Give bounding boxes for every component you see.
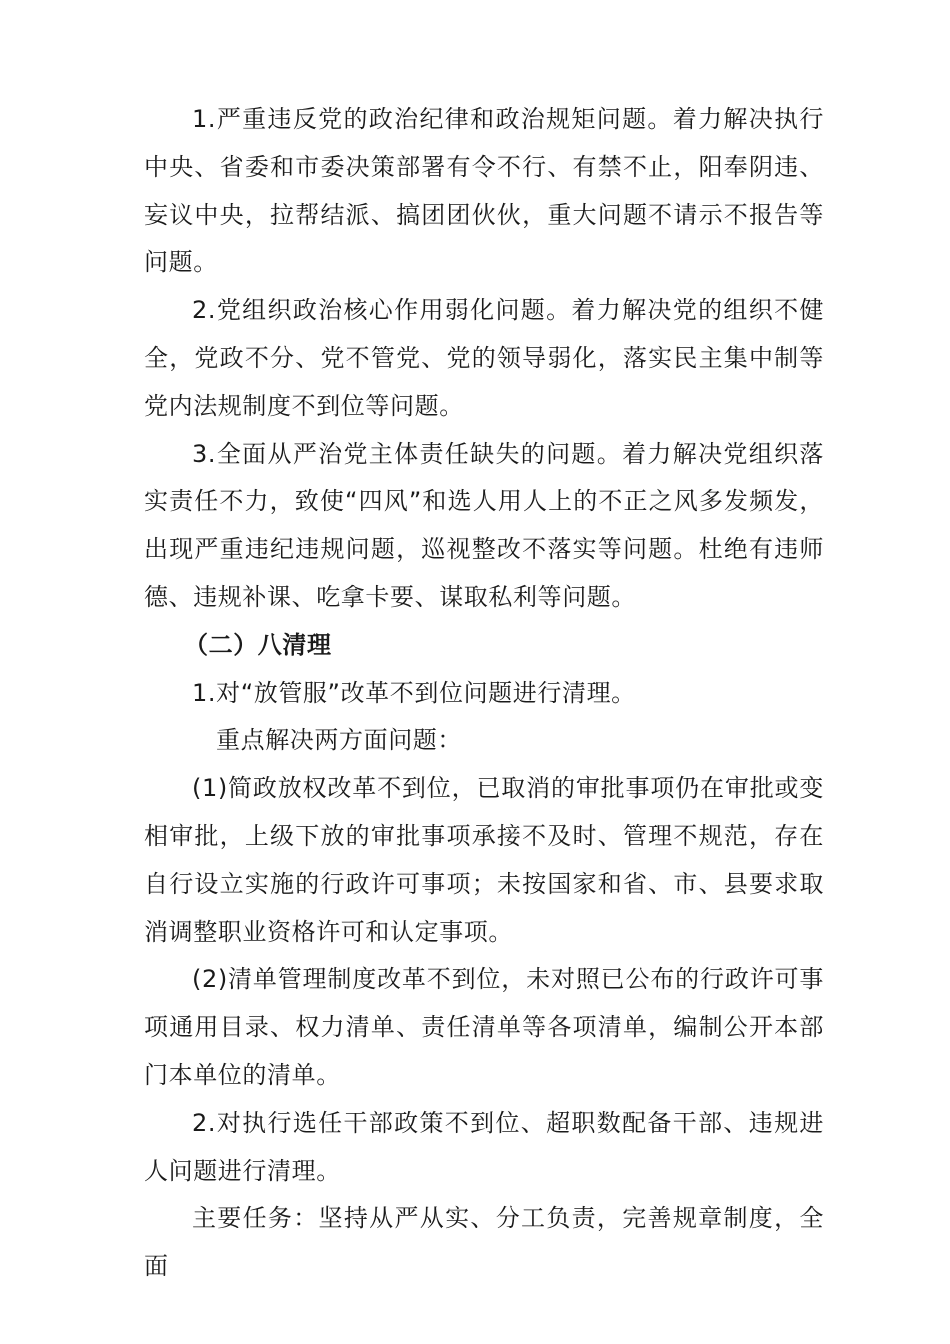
- paragraph-8: 2.对执行选任干部政策不到位、超职数配备干部、违规进人问题进行清理。: [144, 1108, 824, 1185]
- paragraph-5: 重点解决两方面问题：: [216, 726, 462, 755]
- paragraph-1: 1.严重违反党的政治纪律和政治规矩问题。着力解决执行中央、省委和市委决策部署有令不行、有禁不止，阳奉阴违、妄议中央，拉帮结派、搞团团伙伙，重大问题不请示不报告等问题。: [144, 105, 824, 277]
- document-body: [144, 96, 824, 1291]
- paragraph-2: 2.党组织政治核心作用弱化问题。着力解决党的组织不健全，党政不分、党不管党、党的领导弱化，落实民主集中制等党内法规制度不到位等问题。: [144, 296, 824, 420]
- paragraph-6: (1)简政放权改革不到位，已取消的审批事项仍在审批或变相审批，上级下放的审批事项承接不及时、管理不规范，存在自行设立实施的行政许可事项；未按国家和省、市、县要求取消调整职业资格许可和认定事项。: [144, 774, 824, 946]
- paragraph-3: 3.全面从严治党主体责任缺失的问题。着力解决党组织落实责任不力，致使“四风”和选人用人上的不正之风多发频发，出现严重违纪违规问题，巡视整改不落实等问题。杜绝有违师德、违规补课、吃拿卡要、谋取私利等问题。: [144, 439, 824, 611]
- paragraph-7: (2)清单管理制度改革不到位，未对照已公布的行政许可事项通用目录、权力清单、责任清单等各项清单，编制公开本部门本单位的清单。: [144, 965, 824, 1089]
- paragraph-4: 1.对“放管服”改革不到位问题进行清理。: [192, 678, 636, 707]
- paragraph-9: 主要任务：坚持从严从实、分工负责，完善规章制度，全面: [144, 1204, 824, 1281]
- section-heading: （二）八清理: [184, 630, 332, 659]
